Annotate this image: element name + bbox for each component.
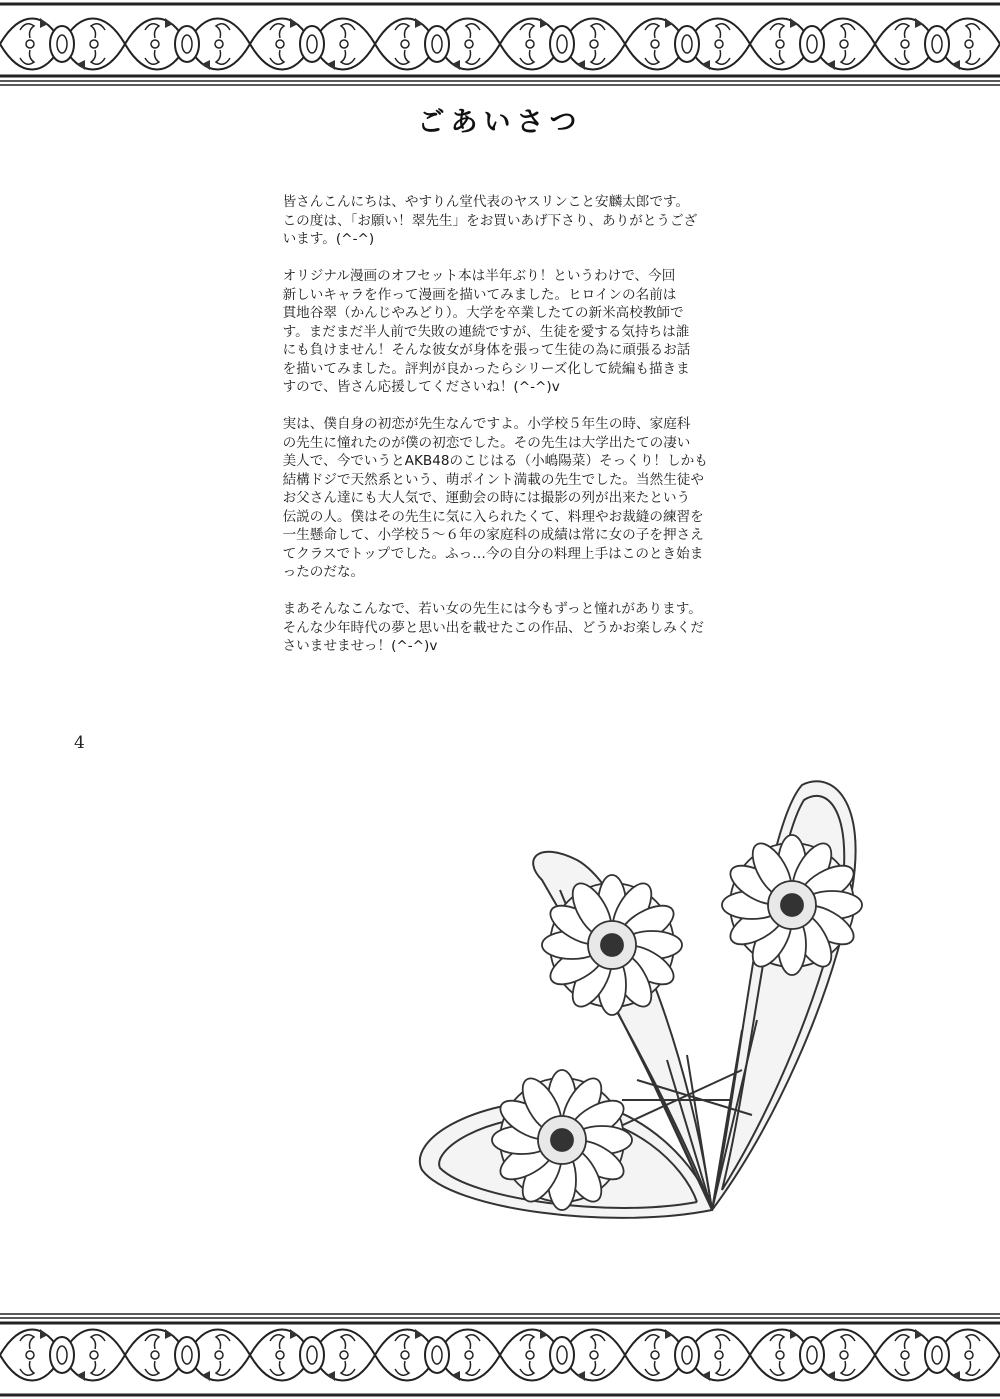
text-line: の先生に憧れたのが僕の初恋でした。その先生は大学出たての凄い xyxy=(282,434,691,451)
text-line: 新しいキャラを作って漫画を描いてみました。ヒロインの名前は xyxy=(282,286,677,303)
gerbera-flowers-illustration xyxy=(412,770,872,1230)
text-line: ったのだな。 xyxy=(282,564,365,580)
paragraph-4 xyxy=(269,600,741,656)
text-line: まあそんなこんなで、若い女の先生には今もずっと憧れがあります。 xyxy=(282,601,702,617)
text-line: 一生懸命して、小学校５～６年の家庭科の成績は常に女の子を押さえ xyxy=(282,527,704,543)
ornamental-border-icon xyxy=(0,1311,1000,1399)
top-ornamental-border xyxy=(0,0,1000,88)
text-line: すので、皆さん応援してくださいね！(^-^)v xyxy=(282,379,560,395)
text-line: 皆さんこんにちは、やすりん堂代表のヤスリンこと安麟太郎です。 xyxy=(282,194,690,210)
paragraph-3 xyxy=(269,415,741,582)
paragraph-2 xyxy=(269,267,741,397)
paragraph-1 xyxy=(269,193,741,249)
text-line: を描いてみました。評判が良かったらシリーズ化して続編も描きま xyxy=(282,360,690,377)
flower-icon xyxy=(412,770,872,1230)
text-line: にも負けません！そんな彼女が身体を張って生徒の為に頑張るお話 xyxy=(282,342,691,358)
text-line: さいませませっ！(^-^)v xyxy=(282,638,438,654)
text-line: そんな少年時代の夢と思い出を載せたこの作品、どうかお楽しみくだ xyxy=(282,619,704,636)
text-line: います。(^-^) xyxy=(282,231,375,247)
text-line: 結構ドジで天然系という、萌ポイント満載の先生でした。当然生徒や xyxy=(282,471,704,488)
text-line: 貫地谷翠（かんじやみどり）。大学を卒業したての新米高校教師で xyxy=(282,305,684,321)
text-line: てクラスでトップでした。ふっ…今の自分の料理上手はこのとき始ま xyxy=(282,545,704,562)
text-line: この度は、「お願い！翠先生」をお買いあげ下さり、ありがとうござ xyxy=(282,212,698,229)
text-line: オリジナル漫画のオフセット本は半年ぶり！というわけで、今回 xyxy=(282,268,676,284)
ornamental-border-icon xyxy=(0,0,1000,88)
page-number: 4 xyxy=(74,733,85,753)
text-line: 実は、僕自身の初恋が先生なんですよ。小学校５年生の時、家庭科 xyxy=(282,416,691,432)
text-line: す。まだまだ半人前で失敗の連続ですが、生徒を愛する気持ちは誰 xyxy=(282,323,690,340)
greeting-body xyxy=(269,193,741,674)
text-line: 美人で、今でいうとAKB48のこじはる（小嶋陽菜）そっくり！しかも xyxy=(282,453,708,469)
text-line: 伝説の人。僕はその先生に気に入られたくて、料理やお裁縫の練習を xyxy=(282,508,704,525)
bottom-ornamental-border xyxy=(0,1311,1000,1399)
text-line: お父さん達にも大人気で、運動会の時には撮影の列が出来たという xyxy=(282,490,691,506)
page-title: ごあいさつ xyxy=(417,107,583,138)
